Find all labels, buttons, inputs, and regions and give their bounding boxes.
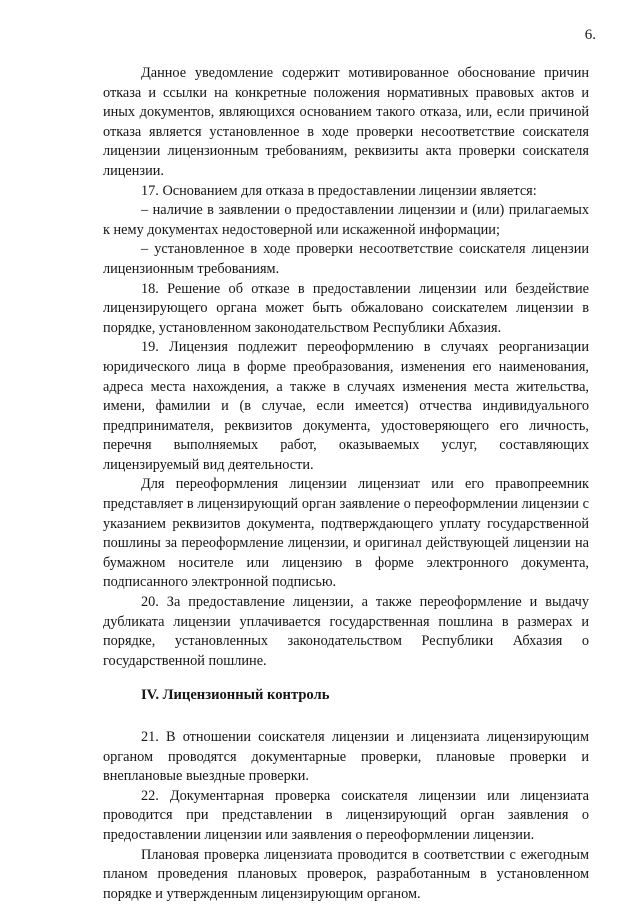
list-item-noncompliance: – установленное в ходе проверки несоответствие соискателя лицензии лицензионным требованиям. xyxy=(103,241,589,277)
paragraph-19-reissue: Для переоформления лицензии лицензиат или его правопреемник представляет в лицензирующий орган заявление о переоформлении лицензии с указанием реквизитов документа, подтверждающего уплату государственной пошлины за переоформление лицензии, и оригинал действующей лицензии на бумажном носителе или лицензию в форме электронного документа, подписанного электронной подписью. xyxy=(103,476,589,591)
paragraph-18: 18. Решение об отказе в предоставлении лицензии или бездействие лицензирующего органа может быть обжаловано соискателем лицензии в порядке, установленном законодательством Республики Абхазия. xyxy=(103,280,589,336)
paragraph-20: 20. За предоставление лицензии, а также переоформление и выдачу дубликата лицензии уплачивается государственная пошлина в размерах и порядке, установленных законодательством Республики Абхазия о государственной пошлине. xyxy=(103,594,589,669)
paragraph-19: 19. Лицензия подлежит переоформлению в случаях реорганизации юридического лица в форме преобразования, изменения его наименования, адреса места нахождения, а также в случаях изменения места жительства, имени, фамилии и (в случае, если имеется) отчества индивидуального предпринимателя, реквизитов документа, удостоверяющего его личность, перечня выполняемых работ, оказываемых услуг, составляющих лицензируемый вид деятельности. xyxy=(103,339,589,473)
list-item-false-info: – наличие в заявлении о предоставлении лицензии и (или) прилагаемых к нему документах недостоверной или искаженной информации; xyxy=(103,202,589,238)
section-heading: IV. Лицензионный контроль xyxy=(141,687,330,704)
paragraph-22: 22. Документарная проверка соискателя лицензии или лицензиата проводится при представлении в лицензирующий орган заявления о предоставлении лицензии или заявления о переоформлении лицензии. xyxy=(103,787,589,843)
document-body xyxy=(103,64,589,904)
paragraph-notice-content: Данное уведомление содержит мотивированное обоснование причин отказа и ссылки на конкретные положения нормативных правовых актов и иных документов, являющихся основанием такого отказа, или, если причиной отказа является установленное в ходе проверки несоответствие соискателя лицензии лицензионным требованиям, реквизиты акта проверки соискателя лицензии. xyxy=(103,65,589,179)
paragraph-22-planned: Плановая проверка лицензиата проводится в соответствии с ежегодным планом проведения плановых проверок, разработанным в установленном порядке и утвержденным лицензирующим органом. xyxy=(103,846,589,902)
paragraph-17: 17. Основанием для отказа в предоставлении лицензии является: xyxy=(141,182,537,199)
paragraph-21: 21. В отношении соискателя лицензии и лицензиата лицензирующим органом проводятся документарные проверки, плановые проверки и внеплановые выездные проверки. xyxy=(103,729,589,785)
page-number: 6. xyxy=(584,27,596,43)
